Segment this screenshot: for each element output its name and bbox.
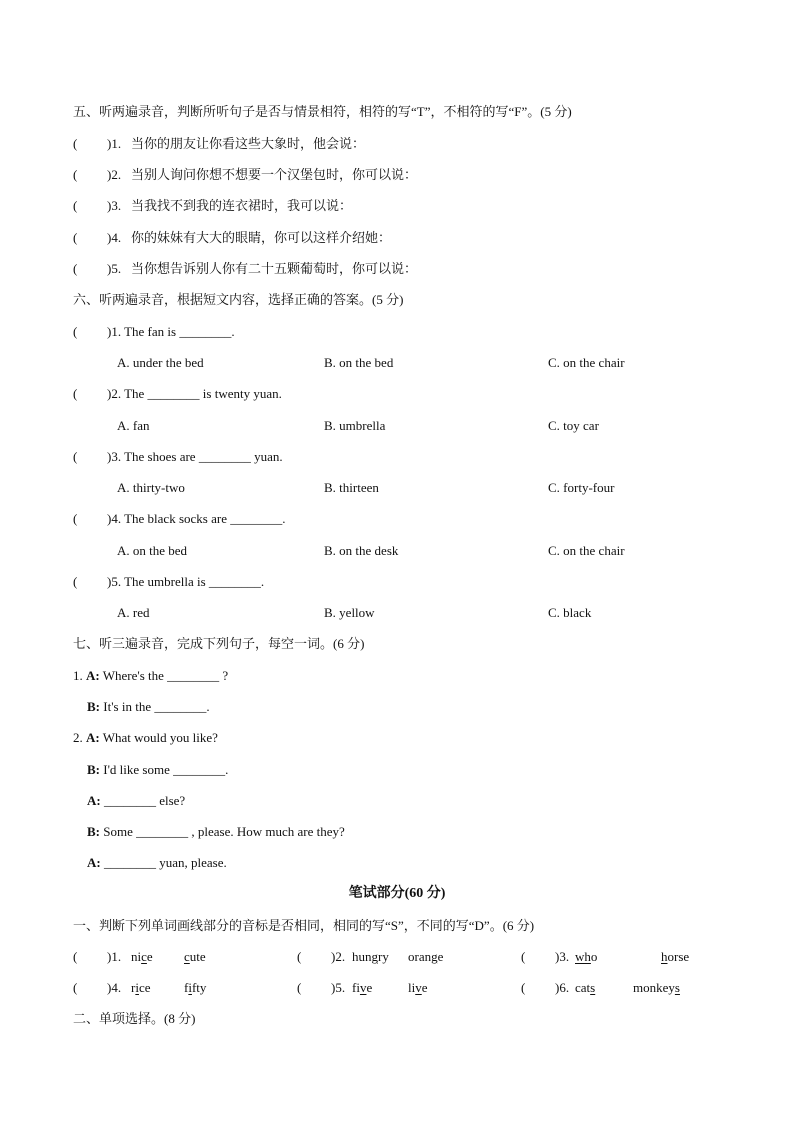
speaker-label: B: [87,824,100,839]
word-1 [575,980,595,996]
word-part: r [131,980,136,995]
answer-paren: ( [73,949,78,964]
option-a: A. on the bed [117,543,188,558]
answer-paren: ( [73,386,78,401]
dialogue-line [87,699,210,715]
item-text: 当别人询问你想不想要一个汉堡包时，你可以说： [131,167,418,182]
word-part: fty [191,980,207,995]
word-1 [131,949,153,965]
word-part: ni [131,949,142,964]
underlined-part: c [141,949,147,964]
speaker-label: A: [87,793,101,808]
option-b: B. yellow [324,605,375,620]
section-7-heading: 七、听三遍录音，完成下列句子，每空一词。(6 分) [73,636,365,651]
answer-paren: ( [73,324,78,339]
word-2 [184,980,206,996]
underlined-part: g [371,949,378,964]
option-c: C. forty-four [548,480,615,495]
word-2 [661,949,689,965]
answer-paren: ( [73,198,78,213]
item-text: 当你的朋友让你看这些大象时，他会说： [131,136,366,151]
option-a: A. fan [117,418,150,433]
item-number: )4. [107,980,122,995]
word-part: fi [352,980,360,995]
option-c: C. black [548,605,592,620]
item-text: 当我找不到我的连衣裙时，我可以说： [131,198,353,213]
section-6-heading: 六、听两遍录音，根据短文内容，选择正确的答案。(5 分) [73,292,404,307]
item-number: )4. [107,230,122,245]
answer-paren: ( [73,167,78,182]
word-2 [408,980,428,996]
dialogue-line [73,668,228,684]
speaker-label: A: [87,855,101,870]
speaker-label: B: [87,699,100,714]
answer-paren: ( [73,136,78,151]
underlined-part: s [674,980,680,995]
section-5-heading: 五、听两遍录音，判断所听句子是否与情景相符，相符的写“T”，不相符的写“F”。(5 分) [73,104,572,119]
item-number: )2. [107,167,122,182]
word-part: ute [189,949,206,964]
answer-paren: ( [73,574,78,589]
word-2 [633,980,680,996]
word-1 [575,949,597,965]
dialogue-line [87,855,227,871]
dialogue-text: What would you like? [99,730,218,745]
underlined-part: v [415,980,422,995]
underlined-part: c [184,949,190,964]
word-part: e [421,980,428,995]
underlined-part: i [188,980,192,995]
item-text: 当你想告诉别人你有二十五颗葡萄时，你可以说： [131,261,418,276]
question-text: )2. The ________ is twenty yuan. [107,386,282,401]
word-part: o [590,949,598,964]
answer-paren: ( [521,980,526,995]
option-a: A. thirty-two [117,480,185,495]
answer-paren: ( [73,511,78,526]
item-number: )1. [107,949,122,964]
question-text: )1. The fan is ________. [107,324,235,339]
word-part: cat [575,980,591,995]
underlined-part: s [590,980,596,995]
question-text: )4. The black socks are ________. [107,511,286,526]
dialogue-number: 2. [73,730,83,745]
question-text: )3. The shoes are ________ yuan. [107,449,283,464]
dialogue-text: ________ else? [100,793,186,808]
word-part: ry [378,949,389,964]
dialogue-text: Where's the ________ ? [99,668,229,683]
option-b: B. thirteen [324,480,379,495]
dialogue-text: I'd like some ________. [100,762,229,777]
word-part: f [184,980,189,995]
dialogue-line [73,730,218,746]
word-2 [408,949,443,965]
option-b: B. on the bed [324,355,394,370]
word-part: hun [352,949,372,964]
item-number: )3. [555,949,570,964]
question-text: )5. The umbrella is ________. [107,574,265,589]
word-1 [131,980,151,996]
underlined-part: h [661,949,668,964]
word-part: orse [667,949,690,964]
underlined-part: i [135,980,139,995]
answer-paren: ( [73,980,78,995]
underlined-part: wh [575,949,591,964]
item-number: )5. [107,261,122,276]
option-c: C. on the chair [548,355,625,370]
dialogue-line [87,762,228,778]
dialogue-text: Some ________ , please. How much are they? [100,824,345,839]
item-number: )2. [331,949,346,964]
speaker-label: B: [87,762,100,777]
word-part: li [408,980,416,995]
item-number: )6. [555,980,570,995]
option-c: C. toy car [548,418,599,433]
written-part-title: 笔试部分(60 分) [348,886,446,901]
word-part: monkey [633,980,675,995]
answer-paren: ( [297,949,302,964]
word-part: ce [138,980,151,995]
dialogue-number: 1. [73,668,83,683]
option-b: B. on the desk [324,543,399,558]
item-text: 你的妹妹有大大的眼睛，你可以这样介绍她： [131,230,392,245]
speaker-label: A: [86,730,100,745]
underlined-part: g [431,949,438,964]
written-section-2-heading: 二、单项选择。(8 分) [73,1011,196,1026]
dialogue-line [87,824,345,840]
answer-paren: ( [73,261,78,276]
option-c: C. on the chair [548,543,625,558]
word-part: e [366,980,373,995]
dialogue-text: ________ yuan, please. [100,855,227,870]
answer-paren: ( [73,449,78,464]
word-part: e [146,949,153,964]
item-number: )1. [107,136,122,151]
item-number: )5. [331,980,346,995]
speaker-label: A: [86,668,100,683]
answer-paren: ( [521,949,526,964]
written-section-1-heading: 一、判断下列单词画线部分的音标是否相同，相同的写“S”，不同的写“D”。(6 分) [73,918,535,933]
word-1 [352,949,389,965]
item-number: )3. [107,198,122,213]
word-part: e [437,949,444,964]
option-b: B. umbrella [324,418,386,433]
option-a: A. under the bed [117,355,204,370]
option-a: A. red [117,605,150,620]
word-2 [184,949,206,965]
underlined-part: v [359,980,367,995]
word-part: oran [408,949,432,964]
answer-paren: ( [73,230,78,245]
dialogue-text: It's in the ________. [100,699,210,714]
dialogue-line [87,793,185,809]
answer-paren: ( [297,980,302,995]
word-1 [352,980,372,996]
